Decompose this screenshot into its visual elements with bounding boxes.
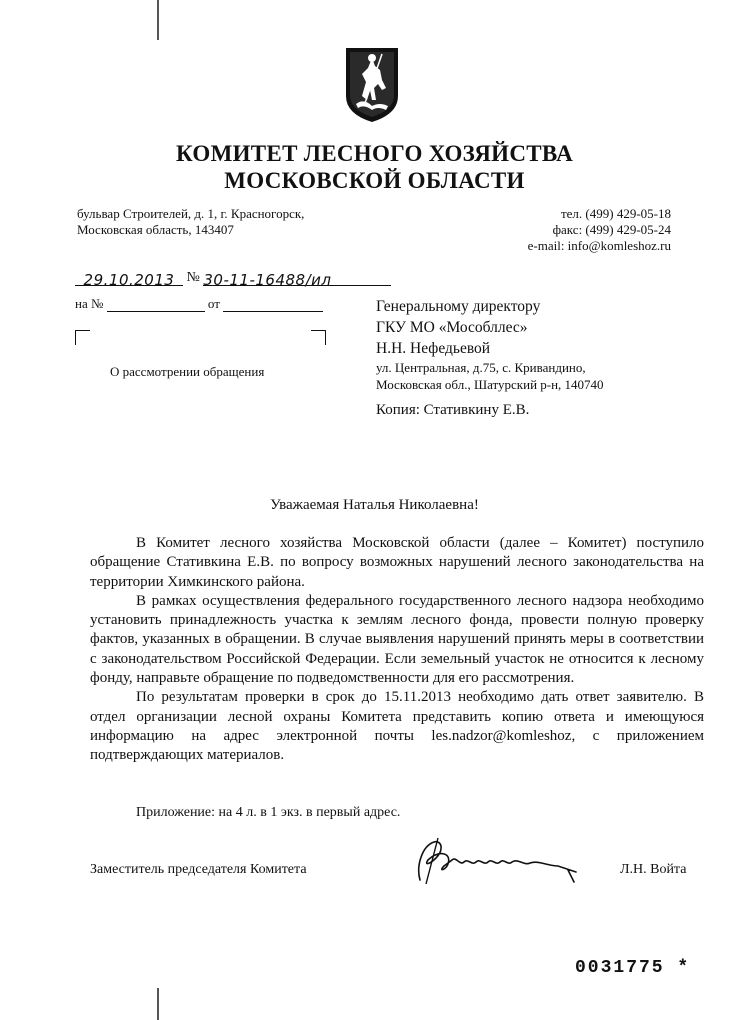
- recipient-line3: Н.Н. Нефедьевой: [376, 340, 491, 357]
- recipient-address2: Московская обл., Шатурский р-н, 140740: [376, 377, 604, 392]
- serial-number: 0031775 *: [575, 958, 691, 978]
- recipient-block: [376, 296, 604, 393]
- sender-address: [77, 206, 304, 238]
- body-paragraph-2: В рамках осуществления федерального государственного лесного надзора необходимо установить принадлежность участка к землям лесного фонда, провести полную проверку фактов, указанных в обращении. В случае выявления нарушений принять меры в соответствии с законодательством Российской Федерации. Если земельный участок не относится к лесному фонду, направьте обращение по подведомственности для его рассмотрения.: [90, 592, 704, 687]
- recipient-line2: ГКУ МО «Мособллес»: [376, 319, 528, 336]
- registration-number: 30-11-16488/ил: [203, 271, 332, 289]
- margin-mark-bottom: [157, 988, 159, 1020]
- email: e-mail: info@komleshoz.ru: [527, 238, 671, 253]
- subject: О рассмотрении обращения: [110, 364, 265, 379]
- registration-date: 29.10.2013: [83, 271, 175, 289]
- handwritten-signature: [408, 836, 583, 888]
- recipient-line1: Генеральному директору: [376, 298, 541, 315]
- fax: факс: (499) 429-05-24: [552, 222, 671, 237]
- phone: тел. (499) 429-05-18: [560, 206, 671, 221]
- number-sign: №: [186, 270, 200, 285]
- recipient-address1: ул. Центральная, д.75, с. Кривандино,: [376, 360, 586, 375]
- greeting: Уважаемая Наталья Николаевна!: [270, 497, 479, 513]
- address-line1: бульвар Строителей, д. 1, г. Красногорск,: [77, 206, 305, 221]
- registration-line: [75, 270, 391, 289]
- subject-corner-left: [75, 330, 90, 345]
- sender-contacts: [528, 206, 671, 254]
- signer-title: Заместитель председателя Комитета: [90, 862, 307, 877]
- reference-line: [75, 296, 323, 312]
- copy-line: Копия: Стативкину Е.В.: [376, 402, 530, 418]
- body-paragraph-1: В Комитет лесного хозяйства Московской области (далее – Комитет) поступило обращение Стативкина Е.В. по вопросу возможных нарушений лесного законодательства на территории Химкинского района.: [90, 535, 704, 590]
- attachment-note: Приложение: на 4 л. в 1 экз. в первый адрес.: [136, 805, 401, 820]
- committee-title-line2: МОСКОВСКОЙ ОБЛАСТИ: [224, 168, 525, 193]
- committee-title-line1: КОМИТЕТ ЛЕСНОГО ХОЗЯЙСТВА: [176, 141, 573, 166]
- subject-corner-right: [311, 330, 326, 345]
- address-line2: Московская область, 143407: [77, 222, 234, 237]
- signer-name: Л.Н. Войта: [620, 862, 687, 877]
- body-paragraph-3: По результатам проверки в срок до 15.11.2013 необходимо дать ответ заявителю. В отдел организации лесной охраны Комитета представить копию ответа и имеющуюся информацию на адрес электронной почты les.nadzor@komleshoz, с приложением подтверждающих материалов.: [90, 689, 704, 764]
- letter-body: [90, 534, 704, 766]
- committee-title: [0, 140, 749, 194]
- ref-label: на №: [75, 296, 104, 311]
- margin-mark-top: [157, 0, 159, 40]
- from-label: от: [207, 296, 220, 311]
- moscow-coat-of-arms-icon: [342, 44, 402, 124]
